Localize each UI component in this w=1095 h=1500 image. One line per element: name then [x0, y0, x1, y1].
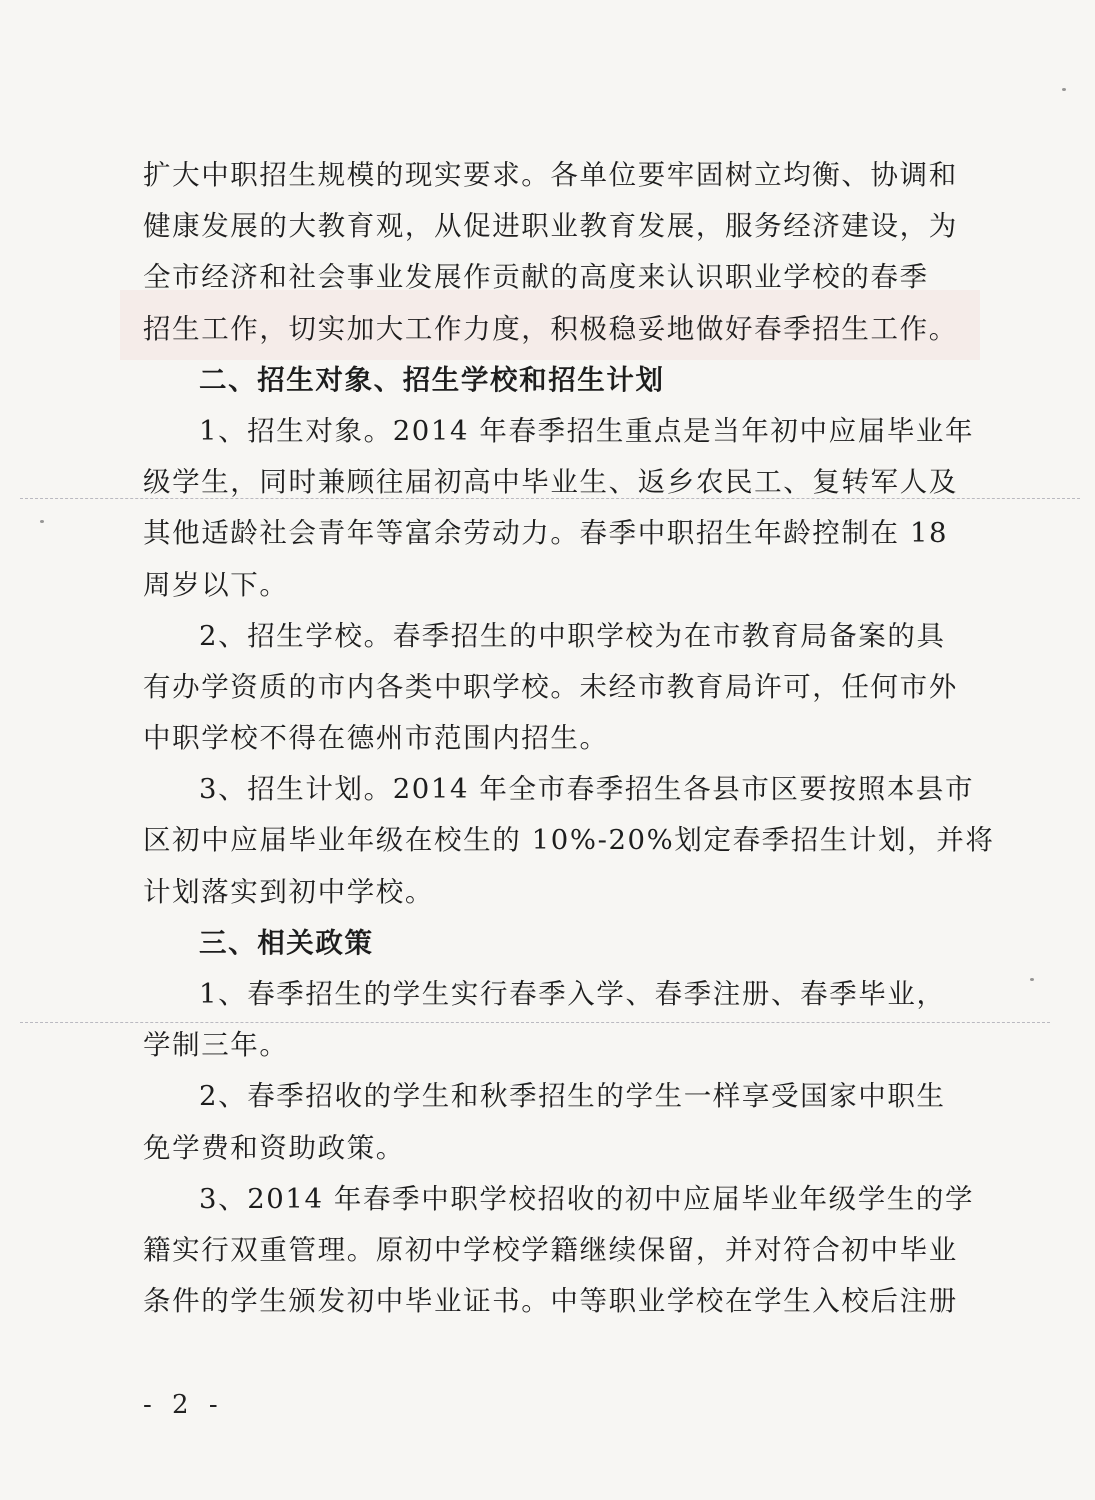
body-line: 条件的学生颁发初中毕业证书。中等职业学校在学生入校后注册	[143, 1285, 958, 1318]
paragraph-first-line: 2、招生学校。春季招生的中职学校为在市教育局备案的具	[199, 619, 946, 652]
body-line: 学制三年。	[143, 1029, 289, 1062]
body-line: 区初中应届毕业年级在校生的 10%-20%划定春季招生计划，并将	[143, 824, 995, 857]
scan-speck	[1062, 88, 1066, 91]
document-body	[143, 150, 995, 1327]
body-line: 籍实行双重管理。原初中学校学籍继续保留，并对符合初中毕业	[143, 1233, 958, 1266]
page-number: - 2 -	[143, 1390, 224, 1420]
paragraph-first-line: 1、春季招生的学生实行春季入学、春季注册、春季毕业，	[199, 978, 946, 1010]
body-line: 免学费和资助政策。	[143, 1131, 405, 1164]
scan-speck	[40, 520, 44, 523]
section-heading: 二、招生对象、招生学校和招生计划	[199, 363, 665, 396]
body-line: 招生工作，切实加大工作力度，积极稳妥地做好春季招生工作。	[143, 312, 958, 345]
body-line: 中职学校不得在德州市范围内招生。	[143, 722, 609, 755]
paragraph-first-line: 3、招生计划。2014 年全市春季招生各县市区要按照本县市	[199, 773, 975, 806]
body-line: 计划落实到初中学校。	[143, 875, 434, 908]
body-line: 健康发展的大教育观，从促进职业教育发展，服务经济建设，为	[143, 210, 958, 243]
paragraph-first-line: 3、2014 年春季中职学校招收的初中应届毕业年级学生的学	[199, 1182, 975, 1215]
section-heading: 三、相关政策	[199, 926, 374, 959]
body-line: 其他适龄社会青年等富余劳动力。春季中职招生年龄控制在 18	[143, 517, 949, 550]
paragraph-first-line: 1、招生对象。2014 年春季招生重点是当年初中应届毕业年	[199, 414, 975, 447]
body-line: 全市经济和社会事业发展作贡献的高度来认识职业学校的春季	[143, 261, 929, 294]
body-line: 周岁以下。	[143, 568, 289, 601]
paragraph-first-line: 2、春季招收的学生和秋季招生的学生一样享受国家中职生	[199, 1080, 946, 1113]
body-line: 级学生，同时兼顾往届初高中毕业生、返乡农民工、复转军人及	[143, 466, 958, 499]
body-line: 扩大中职招生规模的现实要求。各单位要牢固树立均衡、协调和	[143, 159, 958, 191]
body-line: 有办学资质的市内各类中职学校。未经市教育局许可，任何市外	[143, 670, 958, 703]
scan-speck	[1030, 978, 1034, 981]
